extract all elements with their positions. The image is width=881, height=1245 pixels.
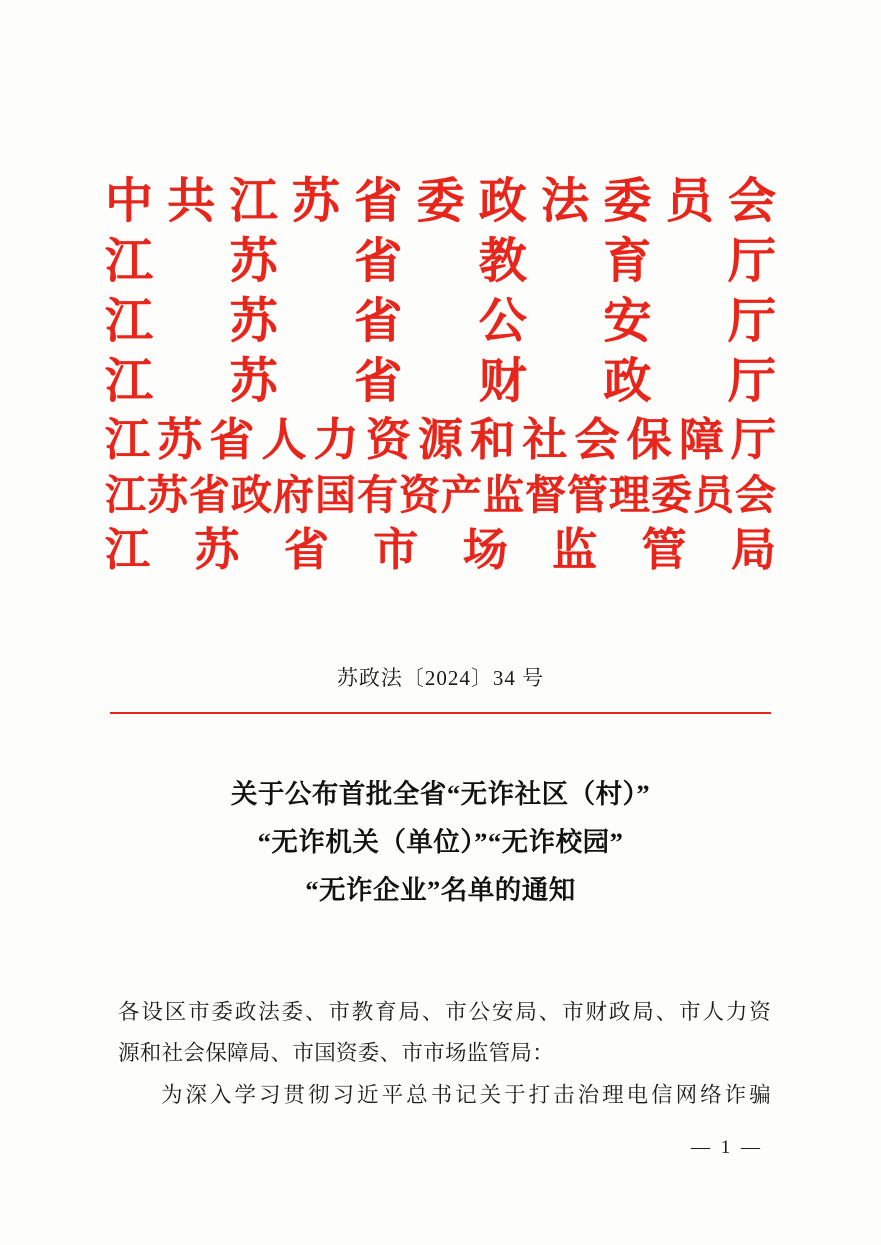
letterhead-line-3: 江苏省公安厅	[105, 295, 776, 348]
document-number: 苏政法〔2024〕34 号	[336, 666, 545, 690]
letterhead-line-6: 江苏省政府国有资产监督管理委员会	[105, 472, 776, 518]
document-number-wrap	[0, 662, 881, 692]
title-line-1: 关于公布首批全省“无诈社区（村）”	[230, 779, 651, 809]
red-divider-rule	[110, 712, 771, 714]
letterhead-line-1: 中共江苏省委政法委员会	[105, 175, 776, 228]
document-title	[108, 770, 773, 915]
body-line-3: 为深入学习贯彻习近平总书记关于打击治理电信网络诈骗	[161, 1082, 771, 1107]
letterhead	[0, 175, 881, 585]
letterhead-line-7: 江苏省市场监管局	[105, 525, 776, 575]
title-line-3: “无诈企业”名单的通知	[305, 875, 576, 906]
document-body	[118, 992, 771, 1116]
body-line-1: 各设区市委政法委、市教育局、市公安局、市财政局、市人力资	[118, 1000, 771, 1024]
page-number: — 1 —	[691, 1137, 763, 1158]
letterhead-line-2: 江苏省教育厅	[105, 235, 776, 288]
title-line-2: “无诈机关（单位）”“无诈校园”	[257, 827, 624, 858]
body-line-2: 源和社会保障局、市国资委、市市场监管局：	[118, 1041, 555, 1066]
letterhead-line-5: 江苏省人力资源和社会保障厅	[105, 415, 776, 465]
letterhead-line-4: 江苏省财政厅	[105, 355, 776, 408]
